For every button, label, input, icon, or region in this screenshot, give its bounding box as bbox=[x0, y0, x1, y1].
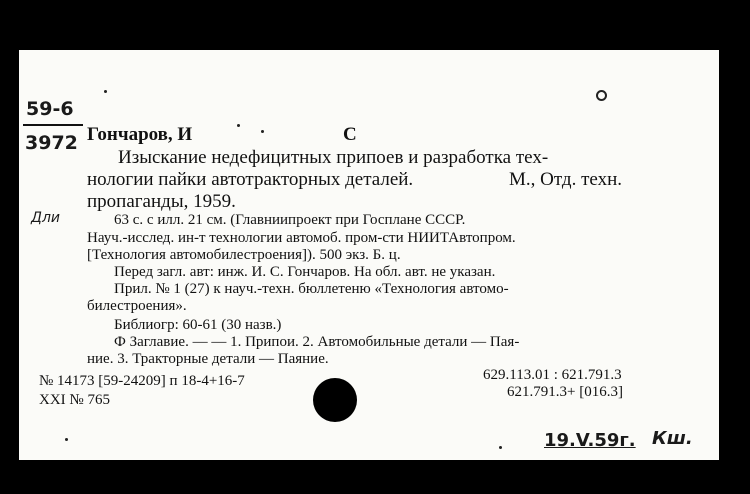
card-punch-hole bbox=[313, 378, 357, 422]
title-line-2: нологии пайки автотракторных деталей. bbox=[87, 169, 414, 190]
publication-place: М., Отд. техн. bbox=[509, 169, 622, 190]
ring-mark bbox=[596, 90, 607, 101]
series-number: XXI № 765 bbox=[39, 392, 110, 408]
udc-code-1: 629.113.01 : 621.791.3 bbox=[483, 367, 622, 383]
physical-description-3: [Технология автомобилестроения]). 500 экз. Б. ц. bbox=[87, 247, 401, 263]
author-name: Гончаров, И bbox=[87, 124, 193, 145]
handwritten-initials: Кш. bbox=[652, 428, 693, 449]
note-author: Перед загл. авт: инж. И. С. Гончаров. На обл. авт. не указан. bbox=[114, 264, 496, 280]
physical-description-2: Науч.-исслед. ин-т технологии автомоб. пром-сти НИИТАвтопром. bbox=[87, 230, 516, 246]
bibliography-note: Библиогр: 60-61 (30 назв.) bbox=[114, 317, 282, 333]
physical-description-1: 63 с. с илл. 21 см. (Главниипроект при Госплане СССР. bbox=[114, 212, 466, 228]
speck bbox=[104, 90, 107, 93]
shelfmark-top: 59-6 bbox=[26, 98, 74, 120]
speck bbox=[65, 438, 68, 441]
catalog-card bbox=[19, 50, 719, 460]
title-line-3: пропаганды, 1959. bbox=[87, 191, 236, 212]
title-line-1: Изыскание недефицитных припоев и разработка тех- bbox=[118, 147, 549, 168]
speck bbox=[237, 124, 240, 127]
shelfmark-bottom: 3972 bbox=[25, 132, 78, 154]
subject-headings-2: ние. 3. Тракторные детали — Паяние. bbox=[87, 351, 329, 367]
subject-headings-1: Ф Заглавие. — — 1. Припои. 2. Автомобильные детали — Пая- bbox=[114, 334, 520, 350]
note-supplement-1: Прил. № 1 (27) к науч.-техн. бюллетеню «Технология автомо- bbox=[114, 281, 509, 297]
shelfmark-arrow bbox=[23, 124, 83, 126]
margin-note: Дли bbox=[31, 210, 60, 226]
handwritten-date: 19.V.59г. bbox=[544, 430, 636, 451]
author-initial: С bbox=[343, 124, 357, 145]
speck bbox=[499, 446, 502, 449]
record-number: № 14173 [59-24209] п 18-4+16-7 bbox=[39, 373, 245, 389]
udc-code-2: 621.791.3+ [016.3] bbox=[507, 384, 623, 400]
speck bbox=[261, 130, 264, 133]
note-supplement-2: билестроения». bbox=[87, 298, 187, 314]
